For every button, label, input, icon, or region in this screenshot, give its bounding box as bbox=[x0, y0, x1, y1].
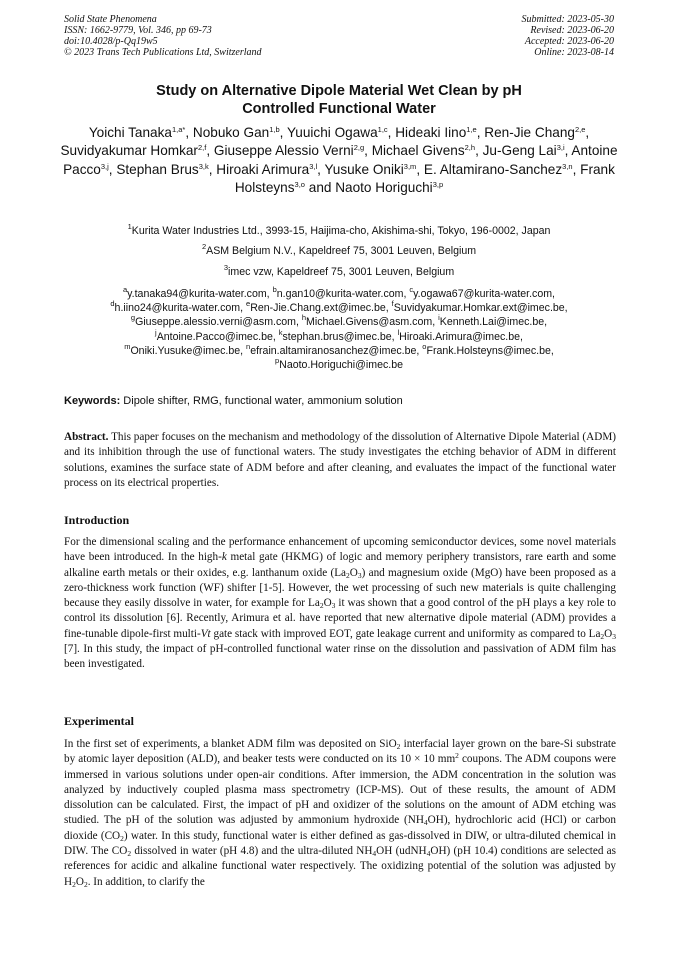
paper-title bbox=[60, 82, 618, 118]
author-name: Naoto Horiguchi bbox=[335, 180, 433, 196]
text-segment: OH) (pH 10.4) conditions are selected as references for acidic and alkaline functional water respectively. The oxidizing potential of the solution was adjusted by H bbox=[64, 845, 617, 888]
email-address: Hiroaki.Arimura@imec.be, bbox=[399, 330, 523, 343]
journal-copyright: © 2023 Trans Tech Publications Ltd, Switzerland bbox=[64, 47, 262, 58]
author-separator: , bbox=[564, 143, 572, 159]
author-separator: , bbox=[206, 143, 214, 159]
email-marker: f bbox=[391, 299, 394, 309]
date-revised: Revised: 2023-06-20 bbox=[530, 25, 614, 36]
text-segment: coupons. The ADM coupons were immersed in various solutions under open-air conditions. After immersion, the ADM concentration in the solution was analyzed by inductively coupled plasma mass spectrometry (ICP-MS). Out of these results, the amount of ADM dissolution can be calculated. First, the impact of pH and oxidizer of the solutions on the amount of ADM etching was studied. The pH of the solution was adjusted by ammonium hydroxide (NH bbox=[64, 753, 616, 827]
text-segment: 2 bbox=[72, 879, 76, 889]
author-name: Hiroaki Arimura bbox=[216, 161, 310, 177]
publication-dates bbox=[414, 14, 614, 58]
email-address: Kenneth.Lai@imec.be, bbox=[439, 316, 548, 329]
author-affiliation-marker: 3,p bbox=[432, 180, 444, 190]
email-address: Ren-Jie.Chang.ext@imec.be, bbox=[250, 302, 392, 315]
affiliation-text: ASM Belgium N.V., Kapeldreef 75, 3001 Leuven, Belgium bbox=[206, 245, 477, 257]
email-address: y.ogawa67@kurita-water.com, bbox=[413, 288, 556, 300]
author-name: Yuuichi Ogawa bbox=[286, 125, 378, 140]
author-separator: , bbox=[585, 125, 590, 140]
author-separator: , bbox=[387, 125, 396, 140]
author-name: Antoine Pacco bbox=[63, 143, 618, 177]
journal-info bbox=[64, 14, 384, 58]
abstract bbox=[64, 430, 616, 491]
author-separator: , bbox=[572, 161, 581, 177]
email-address: Frank.Holsteyns@imec.be, bbox=[426, 344, 554, 357]
text-segment: ) and magnesium oxide (MgO) have been proposed as a zero-thickness work function (WF) shifter [1-5]. However, the wet processing of such new materials is quite challenging because they easily dissolve in water, for example for La bbox=[64, 566, 616, 610]
author-separator: , bbox=[317, 161, 325, 177]
email-marker: a bbox=[122, 285, 128, 294]
author-name: Stephan Brus bbox=[116, 161, 199, 177]
email-address: Giuseppe.alessio.verni@asm.com, bbox=[135, 316, 302, 329]
author-affiliation-marker: 3,l bbox=[309, 161, 318, 171]
email-address: Michael.Givens@asm.com, bbox=[306, 316, 439, 329]
author-list bbox=[50, 124, 628, 198]
text-segment: O bbox=[75, 875, 84, 888]
affiliation-marker: 2 bbox=[201, 242, 207, 251]
text-segment: ) water. In this study, functional water is either defined as gas-dissolved in DIW, or ultra-diluted chemical in DIW. The CO bbox=[64, 829, 616, 858]
email-marker: h bbox=[301, 313, 307, 323]
email-marker: e bbox=[246, 299, 251, 309]
author bbox=[89, 125, 193, 140]
text-segment: it was shown that a good control of the pH plays a key role to control its dissolution [6]. Recently, Arimura et al. have reported that new alternative dipole material (ADM) provides a fine-tunable dipole-first multi- bbox=[64, 597, 617, 640]
email-address: Oniki.Yusuke@imec.be, bbox=[130, 344, 247, 357]
author-affiliation-marker: 1,a* bbox=[171, 125, 186, 134]
text-segment: 2 bbox=[83, 879, 88, 889]
author-separator: , bbox=[416, 161, 424, 177]
text-segment: 4 bbox=[423, 818, 428, 828]
author bbox=[287, 125, 395, 140]
email-marker: m bbox=[124, 341, 131, 351]
email-address: Antoine.Pacco@imec.be, bbox=[156, 330, 279, 343]
author-separator: , bbox=[475, 143, 483, 159]
email-address: stephan.brus@imec.be, bbox=[282, 330, 398, 343]
text-segment: OH (udNH bbox=[376, 845, 427, 858]
email-list bbox=[50, 287, 628, 372]
date-submitted: Submitted: 2023-05-30 bbox=[521, 14, 614, 25]
author bbox=[395, 125, 484, 140]
author-affiliation-marker: 3,m bbox=[403, 161, 417, 171]
journal-issn: ISSN: 1662-9779, Vol. 346, pp 69-73 bbox=[64, 25, 212, 36]
email-address: y.tanaka94@kurita-water.com, bbox=[127, 288, 273, 300]
email-address: efrain.altamiranosanchez@imec.be, bbox=[250, 344, 423, 357]
affiliation-marker: 1 bbox=[127, 222, 132, 231]
author bbox=[335, 180, 443, 195]
email-marker: g bbox=[130, 313, 136, 323]
email-address: h.iino24@kurita-water.com, bbox=[114, 302, 247, 315]
text-segment: 3 bbox=[612, 631, 617, 641]
text-segment: 2 bbox=[319, 601, 324, 611]
text-segment: 2 bbox=[346, 570, 350, 580]
author bbox=[116, 162, 216, 177]
abstract-text: This paper focuses on the mechanism and methodology of the dissolution of Alternative Dipole Material (ADM) and its inhibition through the use of functional waters. The study investigates the etching behavior of ADM in different solutions, examines the surface state of ADM before and after cleaning, and evaluates the impact of the functional water process on its electrical properties. bbox=[64, 431, 616, 489]
text-segment: O bbox=[349, 566, 358, 579]
text-segment: 3 bbox=[331, 601, 336, 611]
text-segment: 3 bbox=[357, 570, 362, 580]
journal-doi: doi:10.4028/p-Qq19w5 bbox=[64, 36, 158, 47]
date-accepted: Accepted: 2023-06-20 bbox=[524, 36, 614, 47]
author-name: E. Altamirano-Sanchez bbox=[423, 161, 563, 177]
email-line bbox=[50, 287, 628, 301]
affiliation-3 bbox=[50, 263, 628, 279]
email-address: Naoto.Horiguchi@imec.be bbox=[279, 359, 403, 372]
author-affiliation-marker: 1,c bbox=[377, 125, 388, 134]
text-segment: O bbox=[323, 597, 332, 610]
text-segment: dissolved in water (pH 4.8) and the ultra-diluted NH bbox=[131, 845, 373, 858]
text-segment: metal gate (HKMG) of logic and memory periphery transistors, rare earth and some alkaline earth metals or their oxides, e.g. lanthanum oxide (La bbox=[64, 551, 617, 579]
email-line bbox=[50, 315, 628, 329]
author-affiliation-marker: 3,o bbox=[294, 180, 305, 190]
email-address: n.gan10@kurita-water.com, bbox=[276, 288, 410, 300]
text-segment: 2 bbox=[396, 742, 401, 751]
text-segment: In the first set of experiments, a blanket ADM film was deposited on SiO bbox=[64, 738, 397, 750]
text-segment: 2 bbox=[600, 631, 605, 641]
abstract-label: Abstract. bbox=[64, 431, 109, 443]
author-separator: , bbox=[476, 125, 485, 140]
text-segment: 4 bbox=[372, 849, 377, 859]
author-affiliation-marker: 3,n bbox=[562, 161, 573, 171]
affiliation-marker: 3 bbox=[223, 263, 229, 272]
author bbox=[60, 143, 213, 158]
email-marker: p bbox=[275, 356, 280, 366]
author bbox=[483, 143, 572, 158]
email-marker: k bbox=[278, 327, 283, 337]
author-separator: , bbox=[108, 161, 117, 177]
author-separator: , bbox=[208, 161, 217, 177]
email-marker: i bbox=[438, 313, 440, 323]
keywords-text: Dipole shifter, RMG, functional water, ammonium solution bbox=[120, 395, 403, 407]
author bbox=[324, 162, 423, 177]
text-segment: k bbox=[221, 551, 227, 564]
introduction-paragraph bbox=[64, 535, 616, 673]
author-affiliation-marker: 3,k bbox=[198, 161, 209, 171]
author bbox=[484, 125, 589, 140]
email-marker: b bbox=[272, 285, 277, 294]
author-name: Frank Holsteyns bbox=[234, 161, 615, 196]
email-marker: c bbox=[409, 285, 414, 294]
author bbox=[216, 162, 324, 177]
email-marker: d bbox=[110, 299, 115, 309]
author-name: Ju-Geng Lai bbox=[482, 143, 557, 159]
author-affiliation-marker: 1,b bbox=[269, 125, 280, 134]
text-segment: . In addition, to clarify the bbox=[87, 875, 205, 888]
author bbox=[424, 162, 580, 177]
email-line bbox=[50, 341, 628, 358]
text-segment: For the dimensional scaling and the performance enhancement of upcoming semiconductor devices, some novel materials have been introduced. In the high- bbox=[64, 536, 616, 564]
author-name: Yusuke Oniki bbox=[324, 161, 404, 177]
author bbox=[214, 143, 372, 158]
text-segment: 2 bbox=[127, 849, 132, 859]
author-affiliation-marker: 1,e bbox=[466, 125, 477, 134]
author-name: Giuseppe Alessio Verni bbox=[213, 143, 354, 159]
text-segment: interfacial layer grown on the bare-Si substrate by atomic layer deposition (ALD), and beaker tests were conducted on its 10 × 10 mm bbox=[64, 738, 616, 766]
affiliation-2 bbox=[50, 242, 628, 258]
email-marker: n bbox=[246, 341, 251, 351]
author-affiliation-marker: 2,g bbox=[353, 143, 365, 153]
author-name: Suvidyakumar Homkar bbox=[60, 143, 198, 159]
email-line bbox=[50, 327, 628, 344]
author-name: Hideaki Iino bbox=[395, 125, 467, 140]
text-segment: O bbox=[604, 627, 613, 640]
text-segment: [7]. In this study, the impact of pH-controlled functional water rinse on the dissolution and passivation of ADM film has been investigated. bbox=[64, 643, 616, 671]
author-affiliation-marker: 2,h bbox=[464, 143, 476, 153]
author-separator: , bbox=[279, 125, 287, 140]
email-marker: o bbox=[422, 341, 427, 351]
text-segment: 2 bbox=[120, 833, 124, 843]
author-affiliation-marker: 2,f bbox=[197, 143, 207, 153]
email-address: Suvidyakumar.Homkar.ext@imec.be, bbox=[393, 302, 568, 315]
author-name: Michael Givens bbox=[371, 143, 465, 159]
email-line bbox=[50, 358, 628, 372]
affiliation-1 bbox=[50, 222, 628, 238]
author-separator: , bbox=[364, 143, 372, 159]
experimental-heading: Experimental bbox=[64, 714, 134, 728]
author-affiliation-marker: 3,i bbox=[556, 143, 565, 153]
author bbox=[193, 125, 287, 140]
email-marker: l bbox=[397, 327, 400, 337]
date-online: Online: 2023-08-14 bbox=[534, 47, 614, 58]
text-segment: OH), hydrochloric acid (HCl) or carbon dioxide (CO bbox=[64, 814, 616, 842]
text-segment: 2 bbox=[455, 751, 459, 761]
author-affiliation-marker: 3,j bbox=[100, 161, 109, 171]
email-line bbox=[50, 301, 628, 315]
experimental-paragraph bbox=[64, 737, 616, 890]
affiliation-text: imec vzw, Kapeldreef 75, 3001 Leuven, Belgium bbox=[228, 266, 455, 278]
author-separator: , bbox=[185, 125, 193, 140]
title-line-2: Controlled Functional Water bbox=[242, 101, 436, 117]
author-affiliation-marker: 2,e bbox=[574, 125, 586, 134]
text-segment: Vt bbox=[200, 627, 211, 640]
introduction-heading: Introduction bbox=[64, 513, 130, 527]
text-segment: 4 bbox=[426, 849, 431, 859]
author bbox=[372, 143, 483, 158]
affiliation-text: Kurita Water Industries Ltd., 3993-15, Haijima-cho, Akishima-shi, Tokyo, 196-0002, Japan bbox=[131, 225, 551, 237]
author-name: Nobuko Gan bbox=[192, 125, 270, 140]
journal-name: Solid State Phenomena bbox=[64, 14, 157, 25]
author-name: Yoichi Tanaka bbox=[88, 125, 172, 140]
keywords bbox=[64, 395, 616, 408]
author-name: Ren-Jie Chang bbox=[484, 125, 575, 140]
email-marker: j bbox=[155, 327, 157, 337]
author-separator: and bbox=[304, 180, 336, 196]
keywords-label: Keywords: bbox=[64, 395, 121, 407]
title-line-1: Study on Alternative Dipole Material Wet Clean by pH bbox=[156, 83, 522, 99]
text-segment: gate stack with improved EOT, gate leakage current and uniformity as compared to La bbox=[210, 627, 601, 640]
